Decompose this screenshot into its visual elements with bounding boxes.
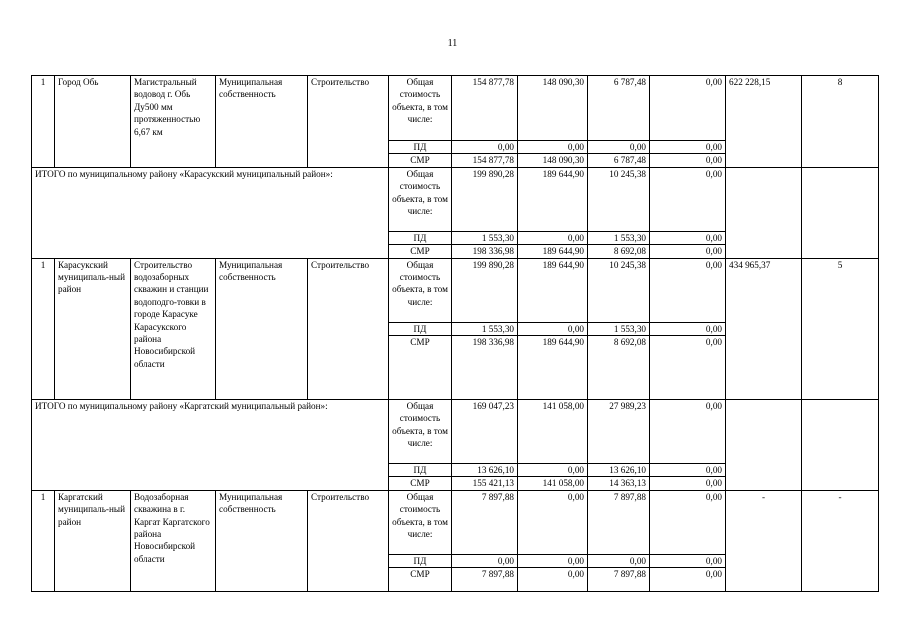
value-cell: 10 245,38 bbox=[588, 258, 650, 322]
value-cell: 13 626,10 bbox=[452, 464, 518, 477]
value-cell: 189 644,90 bbox=[518, 336, 588, 400]
value-cell: 0,00 bbox=[518, 568, 588, 592]
pd-label: ПД bbox=[389, 231, 452, 244]
total-cost-label: Общая стоимость объекта, в том числе: bbox=[389, 76, 452, 141]
value-cell: 1 553,30 bbox=[588, 322, 650, 335]
work-type-cell: Строительство bbox=[308, 258, 389, 399]
smr-label: СМР bbox=[389, 245, 452, 258]
value-cell: 8 692,08 bbox=[588, 245, 650, 258]
value-cell: 10 245,38 bbox=[588, 167, 650, 231]
smr-label: СМР bbox=[389, 477, 452, 490]
empty-cell bbox=[726, 400, 802, 491]
table-row bbox=[32, 258, 879, 322]
value-cell: 1 553,30 bbox=[452, 231, 518, 244]
row-number: 1 bbox=[32, 76, 55, 168]
value-cell: 27 989,23 bbox=[588, 400, 650, 464]
table-row bbox=[32, 490, 879, 554]
value-cell: 6 787,48 bbox=[588, 154, 650, 167]
value-cell: 7 897,88 bbox=[452, 490, 518, 554]
extra-value-cell: 622 228,15 bbox=[726, 76, 802, 168]
work-type-cell: Строительство bbox=[308, 490, 389, 591]
value-cell: 0,00 bbox=[650, 336, 726, 400]
ownership-cell: Муниципальная собственность bbox=[216, 258, 308, 399]
value-cell: 189 644,90 bbox=[518, 167, 588, 231]
pd-label: ПД bbox=[389, 322, 452, 335]
pd-label: ПД bbox=[389, 141, 452, 154]
value-cell: 154 877,78 bbox=[452, 154, 518, 167]
total-cost-label: Общая стоимость объекта, в том числе: bbox=[389, 167, 452, 231]
value-cell: 1 553,30 bbox=[452, 322, 518, 335]
empty-cell bbox=[802, 167, 879, 258]
value-cell: 0,00 bbox=[650, 464, 726, 477]
value-cell: 0,00 bbox=[650, 245, 726, 258]
district-cell: Каргатский муниципаль-ный район bbox=[55, 490, 131, 591]
table-row bbox=[32, 167, 879, 231]
value-cell: 199 890,28 bbox=[452, 258, 518, 322]
pd-label: ПД bbox=[389, 464, 452, 477]
work-type-cell: Строительство bbox=[308, 76, 389, 168]
object-cell: Строительство водозаборных скважин и станции водоподго-товки в городе Карасуке Карасукского района Новосибирской области bbox=[131, 258, 216, 399]
object-cell: Водозаборная скважина в г. Каргат Каргатского района Новосибирской области bbox=[131, 490, 216, 591]
value-cell: 0,00 bbox=[518, 554, 588, 567]
value-cell: 8 692,08 bbox=[588, 336, 650, 400]
total-cost-label: Общая стоимость объекта, в том числе: bbox=[389, 258, 452, 322]
ownership-cell: Муниципальная собственность bbox=[216, 490, 308, 591]
value-cell: 0,00 bbox=[518, 322, 588, 335]
ownership-cell: Муниципальная собственность bbox=[216, 76, 308, 168]
value-cell: 13 626,10 bbox=[588, 464, 650, 477]
value-cell: 0,00 bbox=[588, 141, 650, 154]
value-cell: 0,00 bbox=[588, 554, 650, 567]
value-cell: 14 363,13 bbox=[588, 477, 650, 490]
table-row bbox=[32, 400, 879, 464]
total-cost-label: Общая стоимость объекта, в том числе: bbox=[389, 400, 452, 464]
value-cell: 0,00 bbox=[650, 568, 726, 592]
row-number: 1 bbox=[32, 490, 55, 591]
value-cell: 1 553,30 bbox=[588, 231, 650, 244]
total-cost-label: Общая стоимость объекта, в том числе: bbox=[389, 490, 452, 554]
value-cell: 155 421,13 bbox=[452, 477, 518, 490]
extra-count-cell: - bbox=[802, 490, 879, 591]
value-cell: 199 890,28 bbox=[452, 167, 518, 231]
smr-label: СМР bbox=[389, 336, 452, 400]
extra-value-cell: 434 965,37 bbox=[726, 258, 802, 399]
value-cell: 0,00 bbox=[650, 477, 726, 490]
smr-label: СМР bbox=[389, 568, 452, 592]
value-cell: 0,00 bbox=[650, 258, 726, 322]
value-cell: 0,00 bbox=[650, 400, 726, 464]
value-cell: 0,00 bbox=[518, 464, 588, 477]
extra-count-cell: 8 bbox=[802, 76, 879, 168]
investment-table bbox=[31, 75, 879, 592]
value-cell: 189 644,90 bbox=[518, 245, 588, 258]
value-cell: 0,00 bbox=[650, 231, 726, 244]
value-cell: 154 877,78 bbox=[452, 76, 518, 141]
value-cell: 141 058,00 bbox=[518, 477, 588, 490]
table-row bbox=[32, 76, 879, 141]
value-cell: 198 336,98 bbox=[452, 245, 518, 258]
row-number: 1 bbox=[32, 258, 55, 399]
page-number: 11 bbox=[447, 38, 458, 49]
empty-cell bbox=[726, 167, 802, 258]
subtotal-title: ИТОГО по муниципальному району «Каргатский муниципальный район»: bbox=[32, 400, 389, 491]
district-cell: Карасукский муниципаль-ный район bbox=[55, 258, 131, 399]
value-cell: 6 787,48 bbox=[588, 76, 650, 141]
value-cell: 0,00 bbox=[650, 322, 726, 335]
smr-label: СМР bbox=[389, 154, 452, 167]
extra-count-cell: 5 bbox=[802, 258, 879, 399]
value-cell: 0,00 bbox=[650, 490, 726, 554]
value-cell: 7 897,88 bbox=[452, 568, 518, 592]
value-cell: 141 058,00 bbox=[518, 400, 588, 464]
value-cell: 0,00 bbox=[452, 141, 518, 154]
value-cell: 198 336,98 bbox=[452, 336, 518, 400]
value-cell: 0,00 bbox=[518, 231, 588, 244]
object-cell: Магистральный водовод г. Обь Ду500 мм протяженностью 6,67 км bbox=[131, 76, 216, 168]
pd-label: ПД bbox=[389, 554, 452, 567]
value-cell: 0,00 bbox=[650, 76, 726, 141]
value-cell: 0,00 bbox=[650, 554, 726, 567]
value-cell: 7 897,88 bbox=[588, 568, 650, 592]
empty-cell bbox=[802, 400, 879, 491]
value-cell: 0,00 bbox=[650, 167, 726, 231]
value-cell: 0,00 bbox=[452, 554, 518, 567]
value-cell: 0,00 bbox=[518, 141, 588, 154]
extra-value-cell: - bbox=[726, 490, 802, 591]
value-cell: 189 644,90 bbox=[518, 258, 588, 322]
value-cell: 169 047,23 bbox=[452, 400, 518, 464]
district-cell: Город Обь bbox=[55, 76, 131, 168]
value-cell: 148 090,30 bbox=[518, 76, 588, 141]
value-cell: 0,00 bbox=[650, 154, 726, 167]
value-cell: 0,00 bbox=[518, 490, 588, 554]
value-cell: 148 090,30 bbox=[518, 154, 588, 167]
value-cell: 0,00 bbox=[650, 141, 726, 154]
subtotal-title: ИТОГО по муниципальному району «Карасукский муниципальный район»: bbox=[32, 167, 389, 258]
value-cell: 7 897,88 bbox=[588, 490, 650, 554]
